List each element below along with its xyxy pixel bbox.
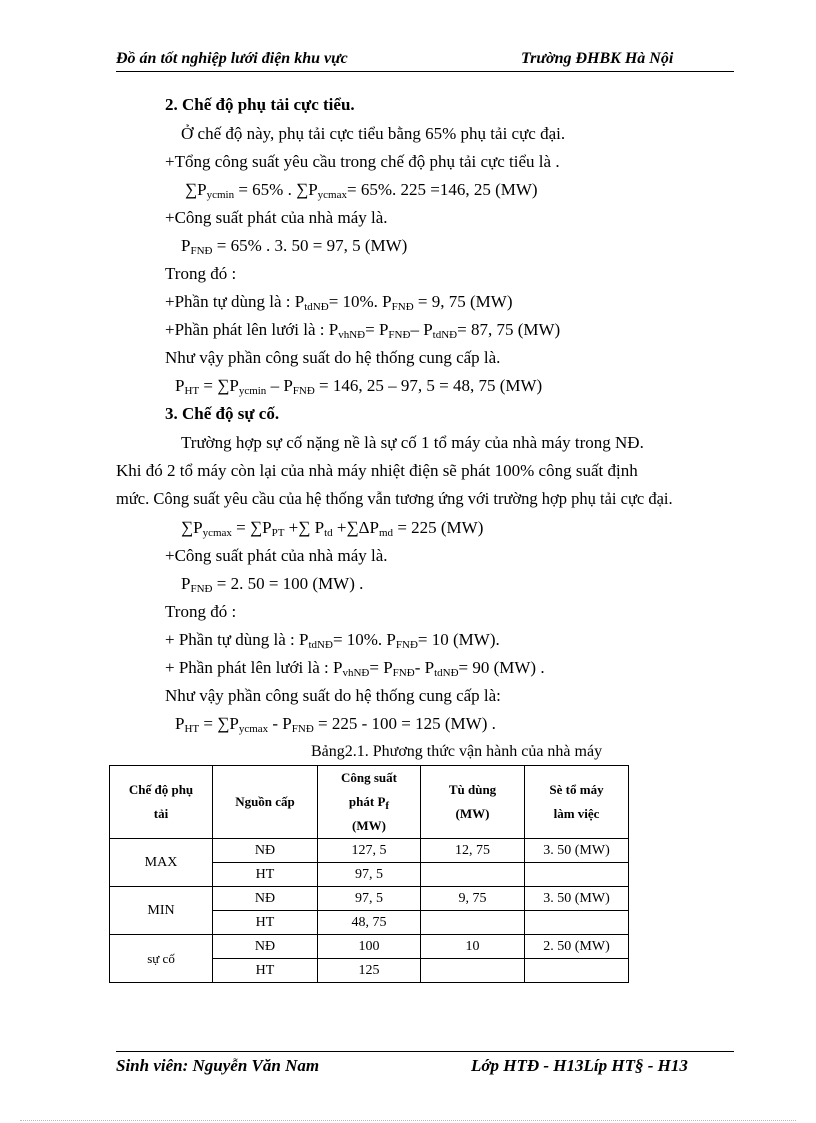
plant-output-label: +Công suất phát của nhà máy là. bbox=[165, 208, 388, 227]
units-cell: 2. 50 (MW) bbox=[525, 935, 629, 959]
power-cell: 97, 5 bbox=[318, 887, 421, 911]
header-school: Trường ĐHBK Hà Nội bbox=[521, 50, 674, 67]
where-label-2: Trong đó : bbox=[165, 602, 237, 621]
plant-output-equation-2: $P_{FNĐ} = 2$. 50 = 100 (MW) . bbox=[181, 574, 364, 595]
self-use-cell: 9, 75 bbox=[421, 887, 525, 911]
header-power: Công suất phát $P_f$ (MW) bbox=[318, 766, 421, 839]
grid-output-equation-2: + Phần phát lên lưới là : $P_{vhNĐ}= P_{FNĐ}-$ $P_{tdNĐ}= 90$ (MW) . bbox=[165, 658, 545, 679]
units-cell bbox=[525, 911, 629, 935]
source-cell: NĐ bbox=[213, 935, 318, 959]
system-supply-label-2: Như vậy phần công suất do hệ thống cung cấp là: bbox=[165, 686, 501, 705]
units-cell: 3. 50 (MW) bbox=[525, 839, 629, 863]
units-cell bbox=[525, 959, 629, 983]
system-supply-label: Như vậy phần công suất do hệ thống cung cấp là. bbox=[165, 348, 501, 367]
power-cell: 125 bbox=[318, 959, 421, 983]
source-cell: HT bbox=[213, 959, 318, 983]
section-2-intro: Ở chế độ này, phụ tải cực tiểu bằng 65% phụ tải cực đại. bbox=[181, 124, 566, 143]
header-self-use: Tù dùng (MW) bbox=[421, 766, 525, 839]
self-use-equation-2: + Phần tự dùng là : $P_{tdNĐ}= 10\%$. $P_{FNĐ}= 10$ (MW). bbox=[165, 630, 500, 651]
header-rule bbox=[116, 71, 734, 72]
units-cell bbox=[525, 863, 629, 887]
power-cell: 97, 5 bbox=[318, 863, 421, 887]
table-row bbox=[110, 935, 629, 959]
table-row bbox=[110, 839, 629, 863]
footer-rule bbox=[116, 1051, 734, 1052]
self-use-cell bbox=[421, 911, 525, 935]
where-label: Trong đó : bbox=[165, 264, 237, 283]
system-supply-equation: $P_{HT} = \sum P_{ycmin} - P_{FNĐ} = 146$, 25 – 97, 5 = 48, 75 (MW) bbox=[175, 376, 543, 397]
power-cell: 127, 5 bbox=[318, 839, 421, 863]
operation-mode-table bbox=[109, 765, 629, 983]
page-edge bbox=[20, 1120, 796, 1121]
table-row bbox=[110, 887, 629, 911]
grid-output-equation: +Phần phát lên lưới là : $P_{vhNĐ}= P_{FNĐ}-$ $P_{tdNĐ}= 87$, 75 (MW) bbox=[165, 320, 561, 341]
plant-output-label-2: +Công suất phát của nhà máy là. bbox=[165, 546, 388, 565]
header-title: Đồ án tốt nghiệp lưới điện khu vực bbox=[116, 50, 348, 67]
plant-output-equation: $P_{FNĐ} = 65\%$ . 3. 50 = 97, 5 (MW) bbox=[181, 236, 408, 257]
self-use-cell: 10 bbox=[421, 935, 525, 959]
source-cell: HT bbox=[213, 911, 318, 935]
footer-class: Lớp HTĐ - H13Líp HT§ - H13 bbox=[471, 1056, 688, 1075]
source-cell: NĐ bbox=[213, 839, 318, 863]
table-header-row bbox=[110, 766, 629, 839]
self-use-cell bbox=[421, 959, 525, 983]
source-cell: NĐ bbox=[213, 887, 318, 911]
section-2-title: 2. Chế độ phụ tải cực tiểu. bbox=[165, 95, 355, 114]
mode-cell: sự cố bbox=[110, 935, 213, 983]
header-units: Sè tổ máy làm việc bbox=[525, 766, 629, 839]
power-cell: 100 bbox=[318, 935, 421, 959]
header-source: Nguồn cấp bbox=[213, 766, 318, 839]
system-supply-equation-2: $P_{HT} = \sum P_{ycmax} - P_{FNĐ} = 225 - 100 = 125$ (MW) . bbox=[175, 714, 496, 735]
source-cell: HT bbox=[213, 863, 318, 887]
section-3-para-2: Khi đó 2 tổ máy còn lại của nhà máy nhiệt điện sẽ phát 100% công suất định bbox=[116, 461, 638, 480]
self-use-cell: 12, 75 bbox=[421, 839, 525, 863]
section-3-para-1: Trường hợp sự cố nặng nề là sự cố 1 tổ máy của nhà máy trong NĐ. bbox=[181, 433, 644, 452]
mode-cell: MIN bbox=[110, 887, 213, 935]
self-use-equation: +Phần tự dùng là : $P_{tdNĐ}= 10\%$. $P_{FNĐ} = 9$, 75 (MW) bbox=[165, 292, 513, 313]
section-3-para-3: mức. Công suất yêu cầu của hệ thống vẫn tương ứng với trường hợp phụ tải cực đại. bbox=[116, 489, 673, 508]
section-3-title: 3. Chế độ sự cố. bbox=[165, 404, 280, 423]
total-demand-equation: $\sum P_{ycmin} = 65\%$ . $\sum P_{ycmax}= 65\%$. 225 =146, 25 (MW) bbox=[185, 180, 538, 201]
demand-equation: $\sum P_{ycmax} = \sum P_{PT}$ +∑ $P_{td} +\sum\Delta P_{md} = 225$ (MW) bbox=[181, 518, 484, 539]
header-mode: Chế độ phụ tải bbox=[110, 766, 213, 839]
power-cell: 48, 75 bbox=[318, 911, 421, 935]
mode-cell: MAX bbox=[110, 839, 213, 887]
total-demand-label: +Tổng công suất yêu cầu trong chế độ phụ tải cực tiểu là . bbox=[165, 152, 560, 171]
units-cell: 3. 50 (MW) bbox=[525, 887, 629, 911]
table-caption: Bảng2.1. Phương thức vận hành của nhà máy bbox=[311, 743, 603, 760]
self-use-cell bbox=[421, 863, 525, 887]
footer-student: Sinh viên: Nguyễn Văn Nam bbox=[116, 1056, 320, 1075]
